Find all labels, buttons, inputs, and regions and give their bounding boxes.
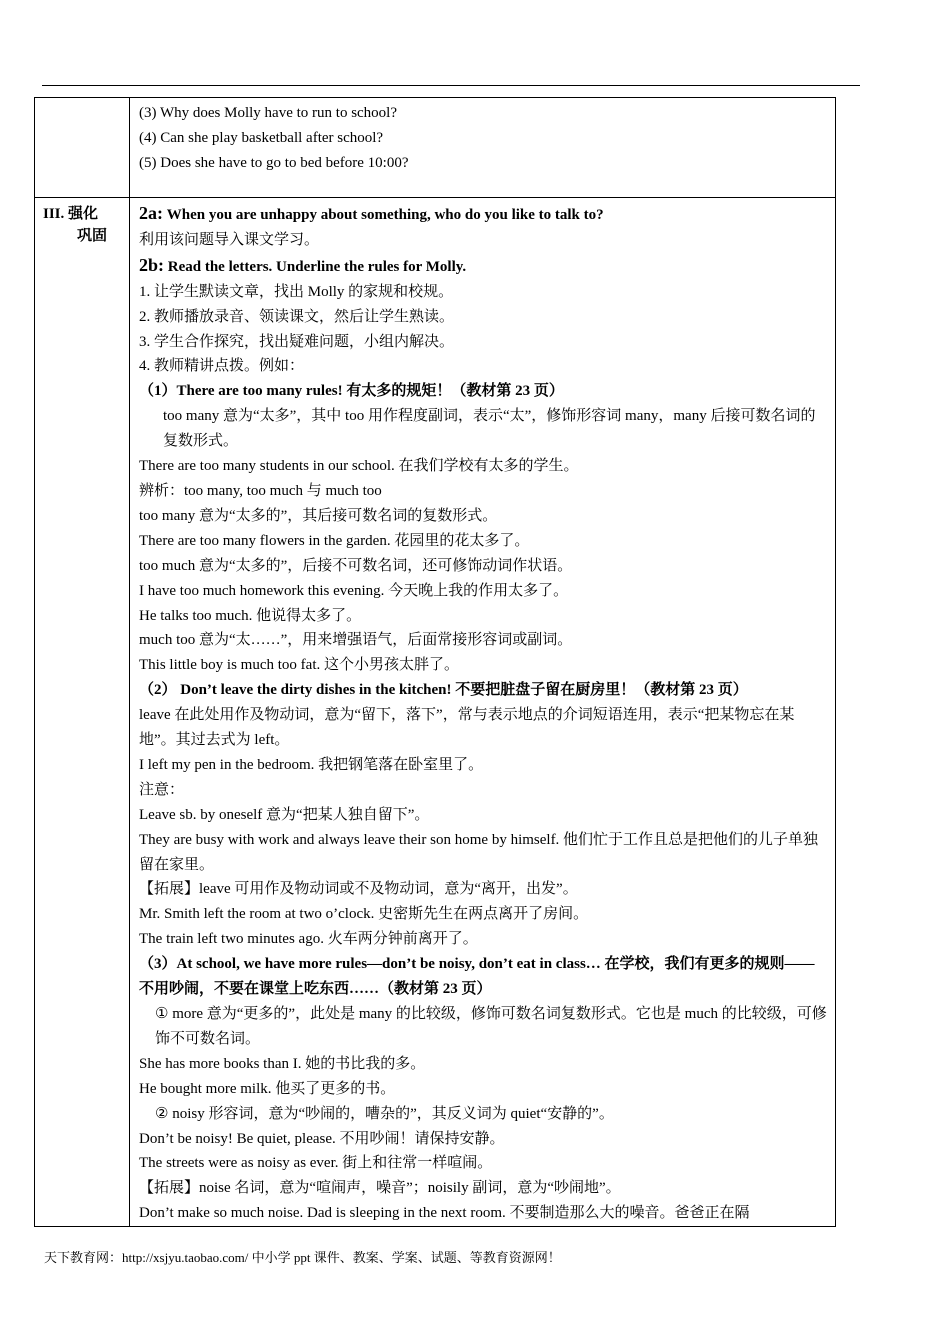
point-3-example: She has more books than I. 她的书比我的多。 <box>139 1055 426 1072</box>
row-label-cell <box>35 98 130 198</box>
point-3-example: He bought more milk. 他买了更多的书。 <box>139 1080 396 1097</box>
table-row <box>35 198 836 1227</box>
point-1-example: This little boy is much too fat. 这个小男孩太胖了。 <box>139 657 459 674</box>
point-2-example: I left my pen in the bedroom. 我把钢笔落在卧室里了。 <box>139 756 484 773</box>
point-3-example: The streets were as noisy as ever. 街上和往常一样喧闹。 <box>139 1155 493 1172</box>
point-1-example: There are too many flowers in the garden. 花园里的花太多了。 <box>139 532 530 549</box>
question-3: (3) Why does Molly have to run to school? <box>139 105 398 121</box>
activity-2b-text: Read the letters. Underline the rules for Molly. <box>167 258 467 275</box>
point-1-example: There are too many students in our school. 在我们学校有太多的学生。 <box>139 458 579 475</box>
point-2-example: They are busy with work and always leave their son home by himself. 他们忙于工作且总是把他们的儿子单独留在家里。 <box>139 831 819 873</box>
section-subtitle: 巩固 <box>77 228 108 244</box>
point-3-title: （3）At school, we have more rules—don’t be noisy, don’t eat in class… 在学校，我们有更多的规则——不用吵闹，不要在课堂上吃东西……（教材第 23 页） <box>139 956 815 998</box>
section-label-cell <box>35 198 130 1227</box>
activity-2a-note: 利用该问题导入课文学习。 <box>139 231 320 248</box>
point-1-note: much too 意为“太……”，用来增强语气，后面常接形容词或副词。 <box>139 632 573 649</box>
header-rule <box>42 85 860 86</box>
section-number: III. 强化 <box>43 206 99 222</box>
point-1-note: too many 意为“太多的”，其后接可数名词的复数形式。 <box>139 507 498 524</box>
point-2-note: Leave sb. by oneself 意为“把某人独自留下”。 <box>139 806 430 823</box>
point-3-example: Don’t be noisy! Be quiet, please. 不用吵闹！请保持安静。 <box>139 1130 505 1147</box>
page-footer: 天下教育网：http://xsjyu.taobao.com/ 中小学 ppt 课件、教案、学案、试题、等教育资源网！ <box>44 1250 561 1265</box>
question-cell <box>130 98 836 198</box>
activity-2a-text: When you are unhappy about something, who do you like to talk to? <box>166 207 604 223</box>
point-1-title: （1）There are too many rules! 有太多的规矩！（教材第 23 页） <box>139 383 564 400</box>
point-2-note-label: 注意： <box>139 781 185 798</box>
point-2-extension: 【拓展】leave 可用作及物动词或不及物动词，意为“离开，出发”。 <box>139 881 578 898</box>
point-2-explanation: leave 在此处用作及物动词，意为“留下，落下”，常与表示地点的介词短语连用，表示“把某物忘在某地”。其过去式为 left。 <box>139 707 795 749</box>
point-1-compare: 辨析：too many, too much 与 much too <box>139 482 382 499</box>
activity-2b-tag: 2b: <box>139 254 165 275</box>
point-2-title: （2） Don’t leave the dirty dishes in the kitchen! 不要把脏盘子留在厨房里！（教材第 23 页） <box>139 682 748 699</box>
point-2-example: Mr. Smith left the room at two o’clock. 史密斯先生在两点离开了房间。 <box>139 906 589 923</box>
point-3-explanation: ② noisy 形容词，意为“吵闹的，嘈杂的”，其反义词为 quiet“安静的”。 <box>155 1105 614 1122</box>
point-3-explanation: ① more 意为“更多的”，此处是 many 的比较级，修饰可数名词复数形式。它也是 much 的比较级，可修饰不可数名词。 <box>155 1006 827 1047</box>
step-3: 3. 学生合作探究，找出疑难问题，小组内解决。 <box>139 333 455 350</box>
table-row <box>35 98 836 198</box>
point-1-note: too much 意为“太多的”，后接不可数名词，还可修饰动词作状语。 <box>139 557 573 574</box>
point-3-example: Don’t make so much noise. Dad is sleeping in the next room. 不要制造那么大的噪音。爸爸正在隔 <box>139 1205 750 1222</box>
question-5: (5) Does she have to go to bed before 10:00? <box>139 154 409 171</box>
point-1-example: He talks too much. 他说得太多了。 <box>139 607 362 624</box>
activity-2a <box>139 201 827 228</box>
lesson-table <box>34 97 836 1227</box>
activity-2a-tag: 2a: <box>139 203 163 223</box>
point-2-example: The train left two minutes ago. 火车两分钟前离开了。 <box>139 931 478 948</box>
section-label <box>35 198 129 247</box>
step-2: 2. 教师播放录音、领读课文，然后让学生熟读。 <box>139 308 455 325</box>
point-1-explanation: too many 意为“太多”，其中 too 用作程度副词，表示“太”，修饰形容词 many，many 后接可数名词的复数形式。 <box>163 408 816 450</box>
lesson-content-cell <box>130 198 836 1227</box>
activity-2b <box>139 253 827 280</box>
step-1: 1. 让学生默读文章，找出 Molly 的家规和校规。 <box>139 283 454 300</box>
point-1-example: I have too much homework this evening. 今天晚上我的作用太多了。 <box>139 582 569 599</box>
question-4: (4) Can she play basketball after school? <box>139 129 384 146</box>
point-3-extension: 【拓展】noise 名词，意为“喧闹声，噪音”；noisily 副词，意为“吵闹地”。 <box>139 1180 621 1197</box>
step-4: 4. 教师精讲点拨。例如： <box>139 358 305 375</box>
